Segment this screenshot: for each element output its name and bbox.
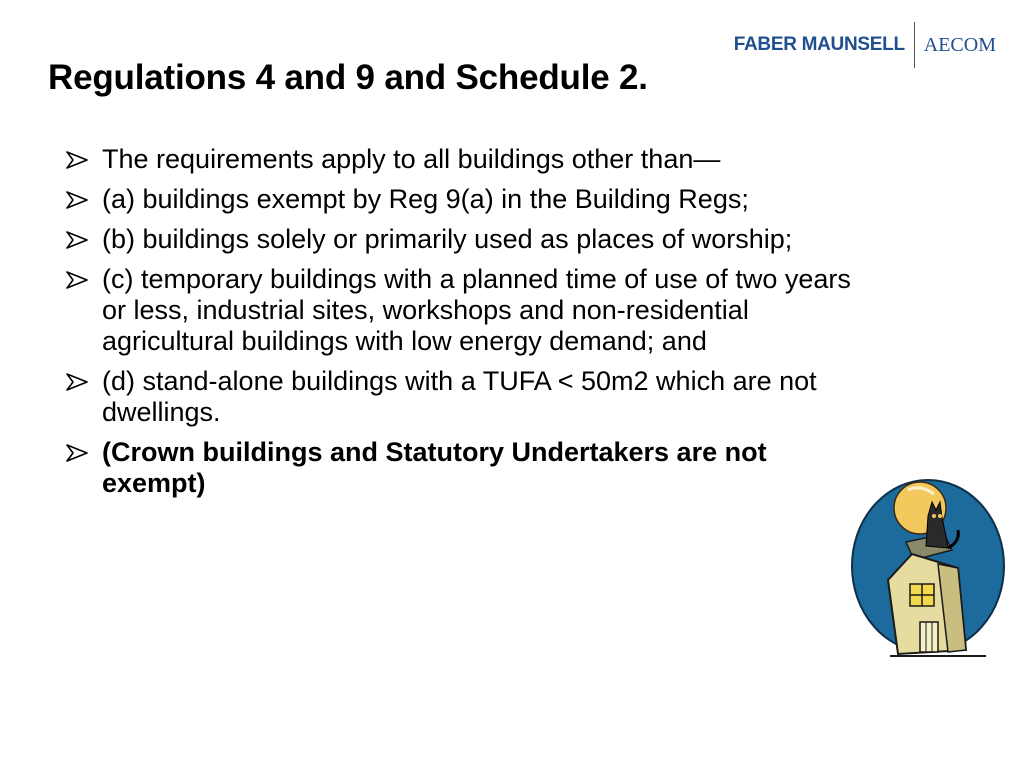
logo-text-faber-maunsell: FABER MAUNSELL <box>733 34 905 55</box>
arrowhead-bullet-icon <box>66 271 88 289</box>
bullet-list <box>66 144 866 508</box>
logo-text-aecom: AECOM <box>923 33 996 56</box>
arrowhead-bullet-icon <box>66 151 88 169</box>
house-with-cat-on-roof-at-night-icon <box>848 476 1008 660</box>
bullet-text: (c) temporary buildings with a planned time of use of two years or less, industrial sites, workshops and non-residential agricultural buildings with low energy demand; and <box>102 264 851 356</box>
slide-title: Regulations 4 and 9 and Schedule 2. <box>48 58 648 97</box>
bullet-item-2 <box>66 184 866 215</box>
bullet-item-1 <box>66 144 866 175</box>
arrowhead-bullet-icon <box>66 444 88 462</box>
bullet-text: (b) buildings solely or primarily used as places of worship; <box>102 224 793 254</box>
bullet-text: (d) stand-alone buildings with a TUFA < 50m2 which are not dwellings. <box>102 366 817 427</box>
arrowhead-bullet-icon <box>66 373 88 391</box>
bullet-item-4 <box>66 264 866 357</box>
bullet-text: (a) buildings exempt by Reg 9(a) in the Building Regs; <box>102 184 749 214</box>
bullet-item-5 <box>66 366 866 428</box>
bullet-text: The requirements apply to all buildings other than— <box>102 144 721 174</box>
bullet-item-3 <box>66 224 866 255</box>
arrowhead-bullet-icon <box>66 231 88 249</box>
bullet-item-6 <box>66 437 866 499</box>
bullet-text: (Crown buildings and Statutory Undertakers are not exempt) <box>102 437 767 498</box>
company-logo <box>734 22 996 68</box>
arrowhead-bullet-icon <box>66 191 88 209</box>
